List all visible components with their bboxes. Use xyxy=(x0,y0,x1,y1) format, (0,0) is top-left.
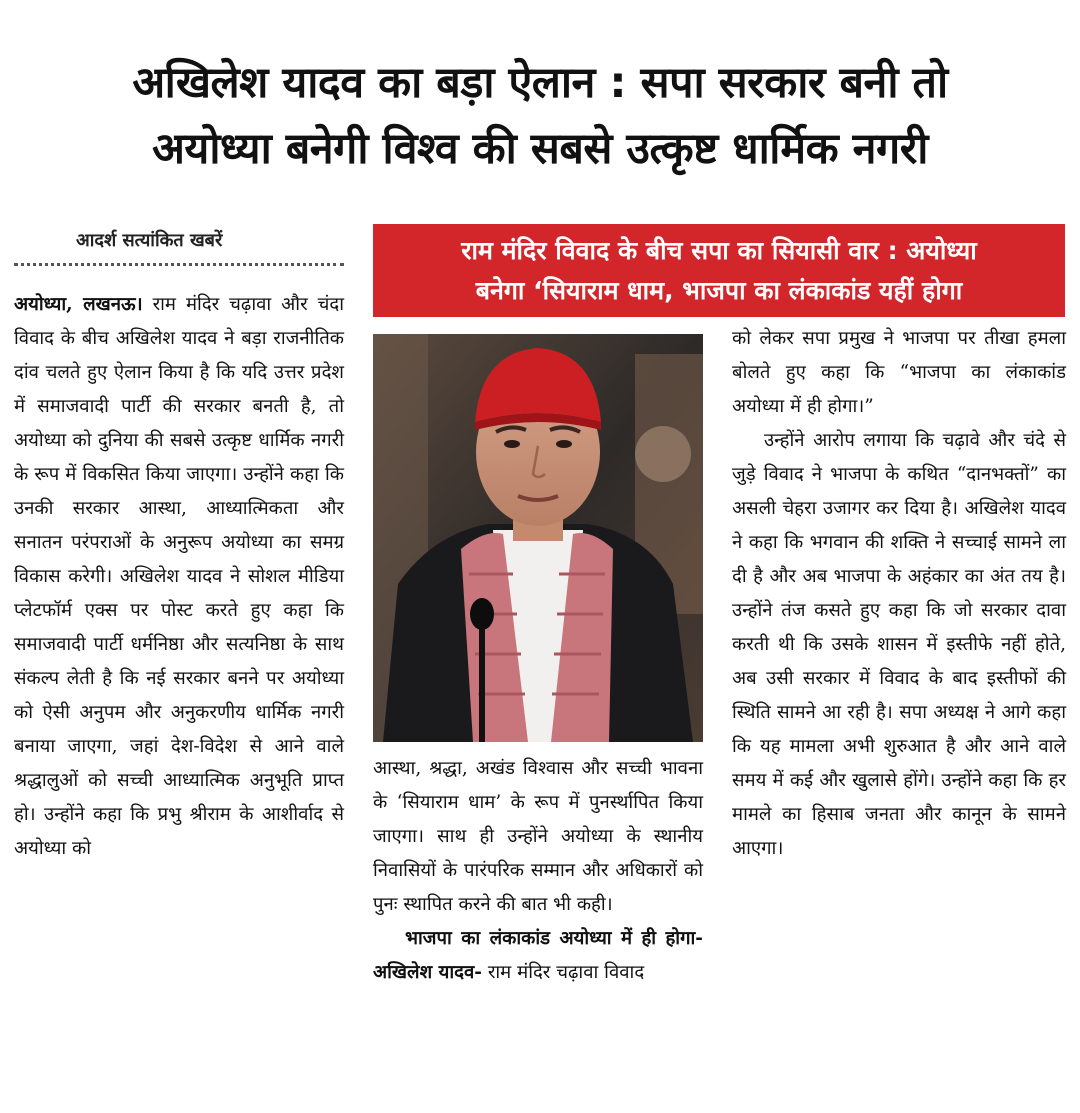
article-column-2 xyxy=(373,752,703,990)
headline-line-1: अखिलेश यादव का बड़ा ऐलान : सपा सरकार बनी तो xyxy=(132,58,948,108)
column-2-subhead-text: राम मंदिर चढ़ावा विवाद xyxy=(487,962,645,983)
subheadline-line-1: राम मंदिर विवाद के बीच सपा का सियासी वार : अयोध्या xyxy=(461,235,977,265)
subheadline-banner xyxy=(373,224,1065,317)
column-2-subhead-paragraph xyxy=(373,922,703,990)
article-column-3 xyxy=(732,322,1066,866)
column-3-paragraph-1: को लेकर सपा प्रमुख ने भाजपा पर तीखा हमला बोलते हुए कहा कि “भाजपा का लंकाकांड अयोध्या में ही होगा।” xyxy=(732,328,1066,417)
column-3-paragraph-2: उन्होंने आरोप लगाया कि चढ़ावे और चंदे से जुड़े विवाद ने भाजपा के कथित “दानभक्तों” का असली चेहरा उजागर कर दिया है। अखिलेश यादव ने कहा कि भगवान की शक्ति ने सच्चाई सामने ला दी है और अब भाजपा के अहंकार का अंत तय है। उन्होंने तंज कसते हुए कहा कि जो सरकार दावा करती थी कि उसके शासन में इस्तीफे नहीं होते, अब उसी सरकार में विवाद के बाद इस्तीफों की स्थिति सामने आ रही है। सपा अध्यक्ष ने आगे कहा कि यह मामला अभी शुरुआत है और आने वाले समय में कई और खुलासे होंगे। उन्होंने कहा कि हर मामले का हिसाब जनता और कानून के सामने आएगा। xyxy=(732,430,1066,859)
headline-line-2: अयोध्या बनेगी विश्व की सबसे उत्कृष्ट धार्मिक नगरी xyxy=(152,124,928,174)
byline: आदर्श सत्यांकित खबरें xyxy=(76,230,223,251)
column-1-text: राम मंदिर चढ़ावा और चंदा विवाद के बीच अखिलेश यादव ने बड़ा राजनीतिक दांव चलते हुए ऐलान किया है कि यदि उत्तर प्रदेश में समाजवादी पार्टी की सरकार बनती है, तो अयोध्या को दुनिया की सबसे उत्कृष्ट धार्मिक नगरी के रूप में विकसित किया जाएगा। उन्होंने कहा कि उनकी सरकार आस्था, आध्यात्मिकता और सनातन परंपराओं के अनुरूप अयोध्या का समग्र विकास करेगी। अखिलेश यादव ने सोशल मीडिया प्लेटफॉर्म एक्स पर पोस्ट करते हुए कहा कि समाजवादी पार्टी धर्मनिष्ठा और सत्यनिष्ठा के साथ संकल्प लेती है कि नई सरकार बनने पर अयोध्या को ऐसी अनुपम और अनुकरणीय धार्मिक नगरी बनाया जाएगा, जहां देश-विदेश से आने वाले श्रद्धालुओं को सच्ची आध्यात्मिक अनुभूति प्राप्त हो। उन्होंने कहा कि प्रभु श्रीराम के आशीर्वाद से अयोध्या को xyxy=(14,294,345,859)
news-photo xyxy=(373,334,703,742)
column-1-paragraph xyxy=(14,288,344,866)
subheadline-line-2: बनेगा ‘सियाराम धाम, भाजपा का लंकाकांड यहीं होगा xyxy=(475,275,963,305)
photo-illustration xyxy=(373,334,703,742)
column-2-paragraph: आस्था, श्रद्धा, अखंड विश्वास और सच्ची भावना के ‘सियाराम धाम’ के रूप में पुनर्स्थापित किया जाएगा। साथ ही उन्होंने अयोध्या के स्थानीय निवासियों के पारंपरिक सम्मान और अधिकारों को पुनः स्थापित करने की बात भी कही। xyxy=(373,758,703,915)
article-column-1 xyxy=(14,288,344,866)
dotted-divider xyxy=(14,263,344,266)
column-2-subhead: भाजपा का लंकाकांड अयोध्या में ही होगा- अखिलेश यादव- xyxy=(373,928,703,983)
dateline: अयोध्या, लखनऊ। xyxy=(14,294,143,315)
headline xyxy=(14,50,1066,182)
